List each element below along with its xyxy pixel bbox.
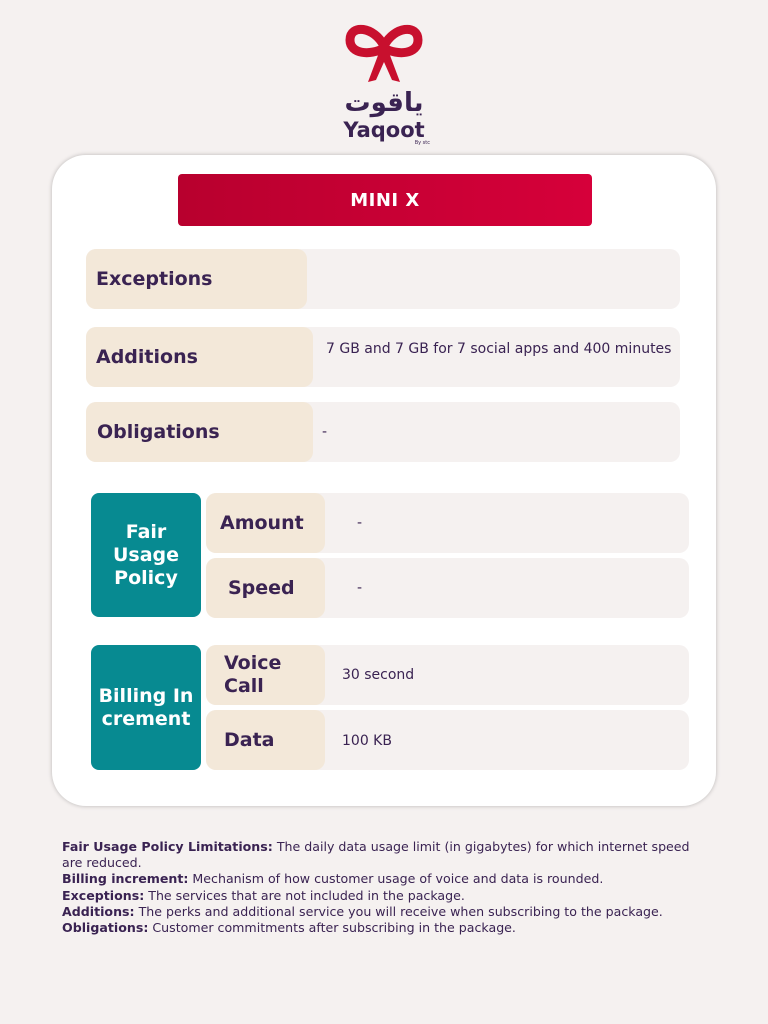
billing-voice-value: 30 second xyxy=(342,667,415,683)
brand-tagline: By stc xyxy=(414,140,430,146)
billing-increment-label: Billing Increment xyxy=(91,645,201,770)
yaqoot-logo xyxy=(334,22,434,147)
obligations-value: - xyxy=(322,424,328,440)
billing-data-value: 100 KB xyxy=(342,733,392,749)
definitions-notes xyxy=(62,839,712,936)
ribbon-bow-icon xyxy=(344,22,424,88)
note-exceptions: Exceptions: The services that are not included in the package. xyxy=(62,887,465,903)
note-billing-increment: Billing increment: Mechanism of how customer usage of voice and data is rounded. xyxy=(62,871,604,887)
billing-data-label: Data xyxy=(206,710,325,770)
fair-usage-amount-label: Amount xyxy=(206,493,325,553)
additions-value: 7 GB and 7 GB for 7 social apps and 400 minutes xyxy=(326,341,672,357)
brand-name-latin: Yaqoot xyxy=(343,118,425,142)
brand-name-arabic: ياقوت xyxy=(344,88,424,118)
fair-usage-speed-value: - xyxy=(357,580,363,596)
obligations-label: Obligations xyxy=(86,402,313,462)
exceptions-label: Exceptions xyxy=(86,249,307,309)
note-obligations: Obligations: Customer commitments after subscribing in the package. xyxy=(62,920,516,936)
additions-label: Additions xyxy=(86,327,313,387)
note-fair-usage: Fair Usage Policy Limitations: The daily data usage limit (in gigabytes) for which internet speed are reduced. xyxy=(62,839,690,871)
fair-usage-speed-label: Speed xyxy=(206,558,325,618)
fair-usage-policy-label: Fair Usage Policy xyxy=(91,493,201,617)
note-additions: Additions: The perks and additional service you will receive when subscribing to the package. xyxy=(62,903,663,919)
billing-voice-label: Voice Call xyxy=(206,645,325,705)
fair-usage-amount-value: - xyxy=(357,515,363,531)
package-title: MINI X xyxy=(178,174,592,226)
